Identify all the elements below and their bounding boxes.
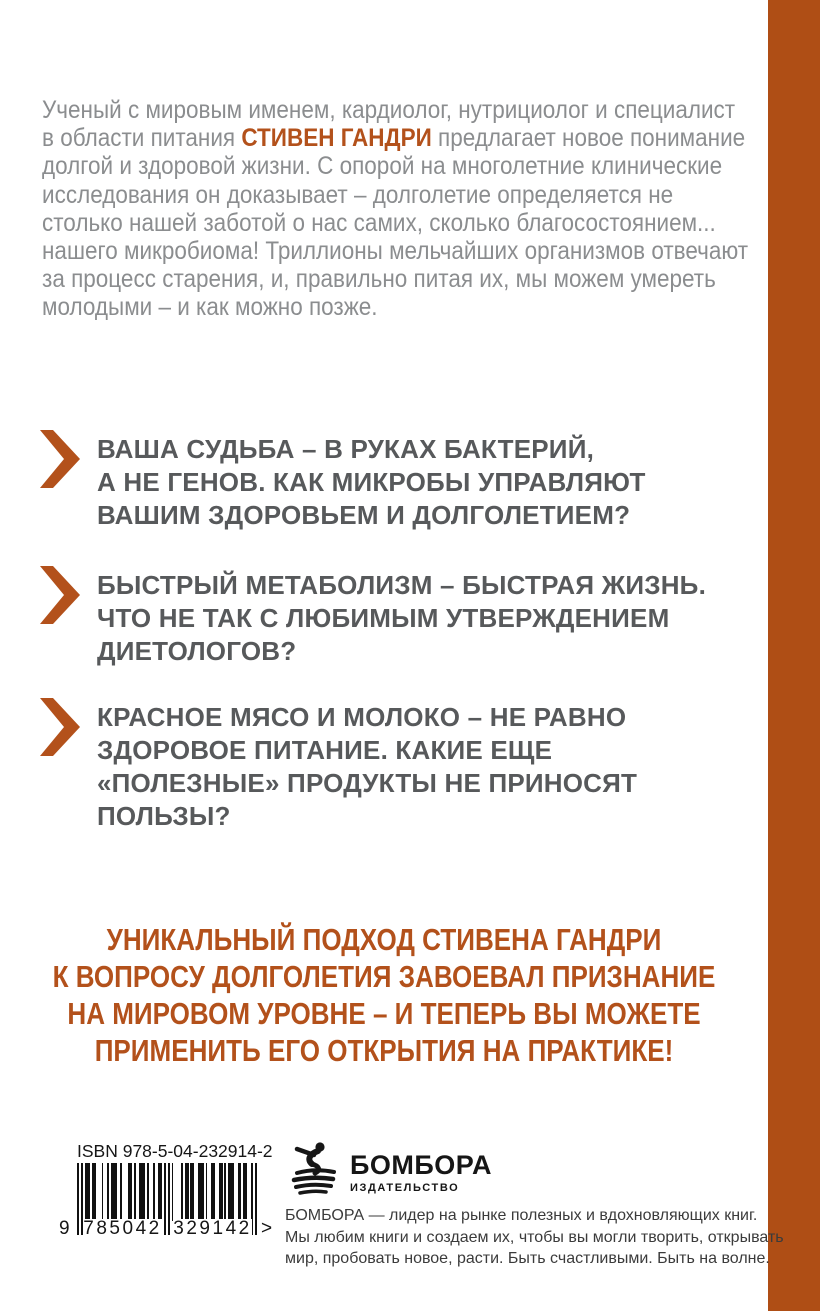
highlight-line: К ВОПРОСУ ДОЛГОЛЕТИЯ ЗАВОЕВАЛ ПРИЗНАНИЕ: [52, 959, 716, 994]
barcode-digits-group-1: 785042: [83, 1218, 162, 1239]
bullet-text-line: А НЕ ГЕНОВ. КАК МИКРОБЫ УПРАВЛЯЮТ: [97, 467, 646, 497]
chevron-right-icon: [40, 566, 80, 624]
barcode: [59, 1163, 273, 1241]
bullet-item-1: [40, 430, 646, 532]
intro-line: столько нашей заботой о нас самих, сколько благосостоянием...: [42, 208, 716, 237]
bullet-text: [97, 430, 646, 532]
barcode-digits-group-2: 329142: [173, 1218, 252, 1239]
intro-line: исследования он доказывает – долголетие определяется не: [42, 180, 674, 209]
isbn-label: ISBN 978-5-04-232914-2: [77, 1141, 273, 1161]
intro-line: долгой и здоровой жизни. С опорой на многолетние клинические: [42, 152, 723, 181]
intro-line: за процесс старения, и, правильно питая их, мы можем умереть: [42, 265, 716, 294]
author-name-highlight: СТИВЕН ГАНДРИ: [241, 124, 432, 153]
bullet-text-line: «ПОЛЕЗНЫЕ» ПРОДУКТЫ НЕ ПРИНОСЯТ: [97, 768, 638, 798]
description-line: мир, пробовать новое, расти. Быть счастливыми. Быть на волне.: [285, 1250, 770, 1267]
publisher-logo-text: [350, 1140, 492, 1196]
publisher-description: [285, 1205, 784, 1270]
bullet-item-3: [40, 698, 637, 833]
intro-line: Ученый с мировым именем, кардиолог, нутрициолог и специалист: [42, 96, 736, 124]
highlight-line: ПРИМЕНИТЬ ЕГО ОТКРЫТИЯ НА ПРАКТИКЕ!: [94, 1033, 674, 1068]
intro-line: молодыми – и как можно позже.: [42, 293, 378, 322]
bullet-text-line: ВАШИМ ЗДОРОВЬЕМ И ДОЛГОЛЕТИЕМ?: [97, 500, 631, 530]
bullet-text-line: ЧТО НЕ ТАК С ЛЮБИМЫМ УТВЕРЖДЕНИЕМ: [97, 603, 670, 633]
intro-paragraph: [42, 96, 748, 322]
chevron-right-icon: [40, 430, 80, 488]
highlight-line: УНИКАЛЬНЫЙ ПОДХОД СТИВЕНА ГАНДРИ: [106, 922, 662, 957]
bullet-item-2: [40, 566, 706, 668]
intro-line: [42, 124, 748, 152]
bullet-text: [97, 566, 706, 668]
bullet-text-line: ДИЕТОЛОГОВ?: [97, 636, 297, 666]
bullet-text: [97, 698, 637, 833]
intro-line: нашего микробиома! Триллионы мельчайших организмов отвечают: [42, 237, 749, 266]
bullet-text-line: ЗДОРОВОЕ ПИТАНИЕ. КАКИЕ ЕЩЕ: [97, 735, 553, 765]
publisher-subtitle: ИЗДАТЕЛЬСТВО: [350, 1182, 460, 1194]
bullet-text-line: КРАСНОЕ МЯСО И МОЛОКО – НЕ РАВНО: [97, 702, 627, 732]
barcode-trailer: >: [261, 1218, 273, 1239]
intro-line-segment: предлагает новое понимание: [431, 124, 746, 153]
publisher-name: БОМБОРА: [350, 1150, 492, 1180]
description-line: Мы любим книги и создаем их, чтобы вы могли творить, открывать: [285, 1228, 784, 1246]
publisher-logo: [287, 1140, 492, 1196]
intro-line-segment: в области питания: [42, 124, 242, 153]
bullet-text-line: ВАША СУДЬБА – В РУКАХ БАКТЕРИЙ,: [97, 434, 595, 464]
highlight-paragraph: [0, 921, 804, 1069]
chevron-right-icon: [40, 698, 80, 756]
barcode-digit-left: 9: [59, 1218, 70, 1239]
surfer-icon: [287, 1140, 341, 1196]
barcode-block: [59, 1141, 273, 1241]
highlight-line: НА МИРОВОМ УРОВНЕ – И ТЕПЕРЬ ВЫ МОЖЕТЕ: [67, 996, 701, 1031]
bullet-text-line: БЫСТРЫЙ МЕТАБОЛИЗМ – БЫСТРАЯ ЖИЗНЬ.: [97, 570, 706, 600]
right-accent-stripe: [768, 0, 820, 1311]
bullet-text-line: ПОЛЬЗЫ?: [97, 801, 231, 831]
description-line: БОМБОРА — лидер на рынке полезных и вдохновляющих книг.: [285, 1207, 758, 1224]
